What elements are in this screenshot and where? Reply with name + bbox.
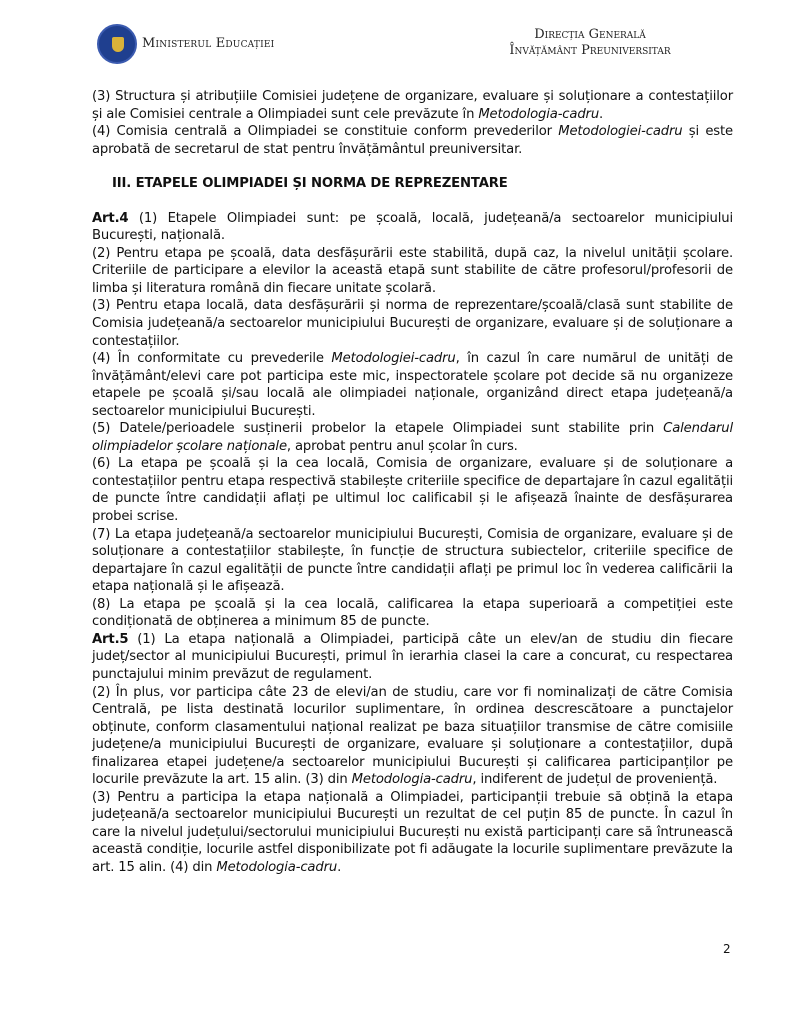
paragraph	[92, 297, 733, 350]
paragraph	[92, 88, 733, 123]
paragraph	[92, 123, 733, 158]
text-segment: și este aprobată de secretarul de stat pentru învățământul preuniversitar.	[92, 124, 733, 157]
text-segment: (3) Structura și atribuțiile Comisiei județene de organizare, evaluare și soluționare a contestațiilor și ale Comisiei centrale a Olimpiadei sunt cele prevăzute în	[92, 89, 733, 122]
ministry-name: Ministerul Educației	[142, 36, 275, 51]
paragraph	[92, 789, 733, 877]
text-segment: III. ETAPELE OLIMPIADEI ȘI NORMA DE REPREZENTARE	[112, 176, 508, 192]
paragraph	[92, 350, 733, 420]
paragraph	[92, 684, 733, 789]
directorate-name	[470, 27, 710, 59]
italic-reference: Metodologiei-cadru	[331, 351, 456, 367]
text-segment: (4) Comisia centrală a Olimpiadei se constituie conform prevederilor	[92, 124, 559, 140]
paragraph	[92, 526, 733, 596]
page-header	[0, 0, 791, 80]
directorate-line-2: Învățământ Preuniversitar	[509, 43, 671, 58]
text-segment: (8) La etapa pe școală și la cea locală, calificarea la etapa superioară a competiției este condiționată de obținerea a minimum 85 de puncte.	[92, 596, 733, 630]
text-segment: (3) Pentru etapa locală, data desfășurării și norma de reprezentare/școală/clasă sunt stabilite de Comisia județeană/a sectoarelor municipiului București de organizare, evaluare și de soluționare a contestațiilor.	[92, 298, 733, 349]
text-segment: (1) Etapele Olimpiadei sunt: pe școală, locală, județeană/a sectoarelor municipiului București, națională.	[92, 210, 733, 244]
document-body	[92, 88, 733, 877]
text-segment: (4) În conformitate cu prevederile	[92, 351, 332, 367]
paragraph	[92, 420, 733, 455]
text-segment: .	[599, 106, 604, 122]
ministry-logo-icon	[97, 24, 137, 64]
article-label: Art.5	[92, 631, 129, 647]
italic-reference: Metodologia-cadru	[478, 106, 600, 122]
text-segment: , aprobat pentru anul școlar în curs.	[286, 438, 518, 454]
directorate-line-1: Direcția Generală	[534, 27, 646, 42]
text-segment: (7) La etapa județeană/a sectoarelor municipiului București, Comisia de organizare, evaluare și de soluționare a contestațiilor stabilește, în funcție de structura subiectelor, criteriile specifice de departajare în cazul egalității de puncte între candidații aflați pe primul loc în vederea calificării la etapa națională și le afișează.	[92, 526, 733, 595]
text-segment: (6) La etapa pe școală și la cea locală, Comisia de organizare, evaluare și de soluționare a contestațiilor pentru etapa respectivă stabilește criteriile specifice de departajare în cazul egalității de puncte între candidații aflați pe ultimul loc calificabil și le afișează înainte de desfășurarea probei scrise.	[92, 456, 733, 525]
paragraph	[92, 210, 733, 245]
text-segment: (5) Datele/perioadele susținerii probelor la etapele Olimpiadei sunt stabilite prin	[92, 421, 664, 437]
text-segment: (3) Pentru a participa la etapa națională a Olimpiadei, participanții trebuie să obțină la etapa județeană/a sectoarelor municipiului București un rezultat de cel puțin 85 de puncte. În cazul în care la nivelul județului/sectorului municipiului București nu există participanți care să întrunească această condiție, locurile astfel disponibilizate pot fi adăugate la locurile suplimentare prevăzute la art. 15 alin. (4) din	[92, 789, 733, 875]
paragraph	[92, 245, 733, 298]
text-segment: (2) În plus, vor participa câte 23 de elevi/an de studiu, care vor fi nominalizați de către Comisia Centrală, pe lista destinată locurilor suplimentare, în ordinea descrescătoare a punctajelor obținute, conform clasamentului național realizat pe baza situațiilor transmise de către comisiile județene/a municipiului București de organizare, evaluare și soluționare a contestațiilor, după finalizarea etapei județene/a sectoarelor municipiului București și calificarea participanților pe locurile prevăzute la art. 15 alin. (3) din	[92, 684, 733, 788]
paragraph	[92, 596, 733, 631]
paragraph	[92, 631, 733, 684]
text-segment: .	[337, 859, 342, 875]
section-heading	[112, 175, 733, 193]
paragraph	[92, 455, 733, 525]
text-segment: , indiferent de județul de proveniență.	[472, 772, 718, 788]
article-label: Art.4	[92, 210, 129, 226]
page-number: 2	[723, 942, 731, 956]
italic-reference: Metodologia-cadru	[216, 859, 338, 875]
text-segment: (1) La etapa națională a Olimpiadei, participă câte un elev/an de studiu din fiecare județ/sector al municipiului București, primul în ierarhia clasei la care a concurat, cu respectarea punctajului minim prevăzut de regulament.	[92, 631, 733, 682]
italic-reference: Metodologia-cadru	[351, 772, 473, 788]
text-segment: (2) Pentru etapa pe școală, data desfășurării este stabilită, după caz, la nivelul unității școlare. Criteriile de participare a elevilor la această etapă sunt stabilite de către profesorul/profesorii de limba și literatura română din fiecare unitate școlară.	[92, 245, 733, 296]
text-segment: , în cazul în care numărul de unități de învățământ/elevi care pot participa este mic, inspectoratele școlare pot decide să nu organizeze etapele pe școală și/sau locală ale olimpiadei naționale, organizând direct etapa județeană/a sectoarelor municipiului București.	[92, 351, 733, 419]
italic-reference: Metodologiei-cadru	[558, 124, 683, 140]
italic-reference: Calendarul olimpiadelor școlare naționale	[92, 421, 733, 454]
